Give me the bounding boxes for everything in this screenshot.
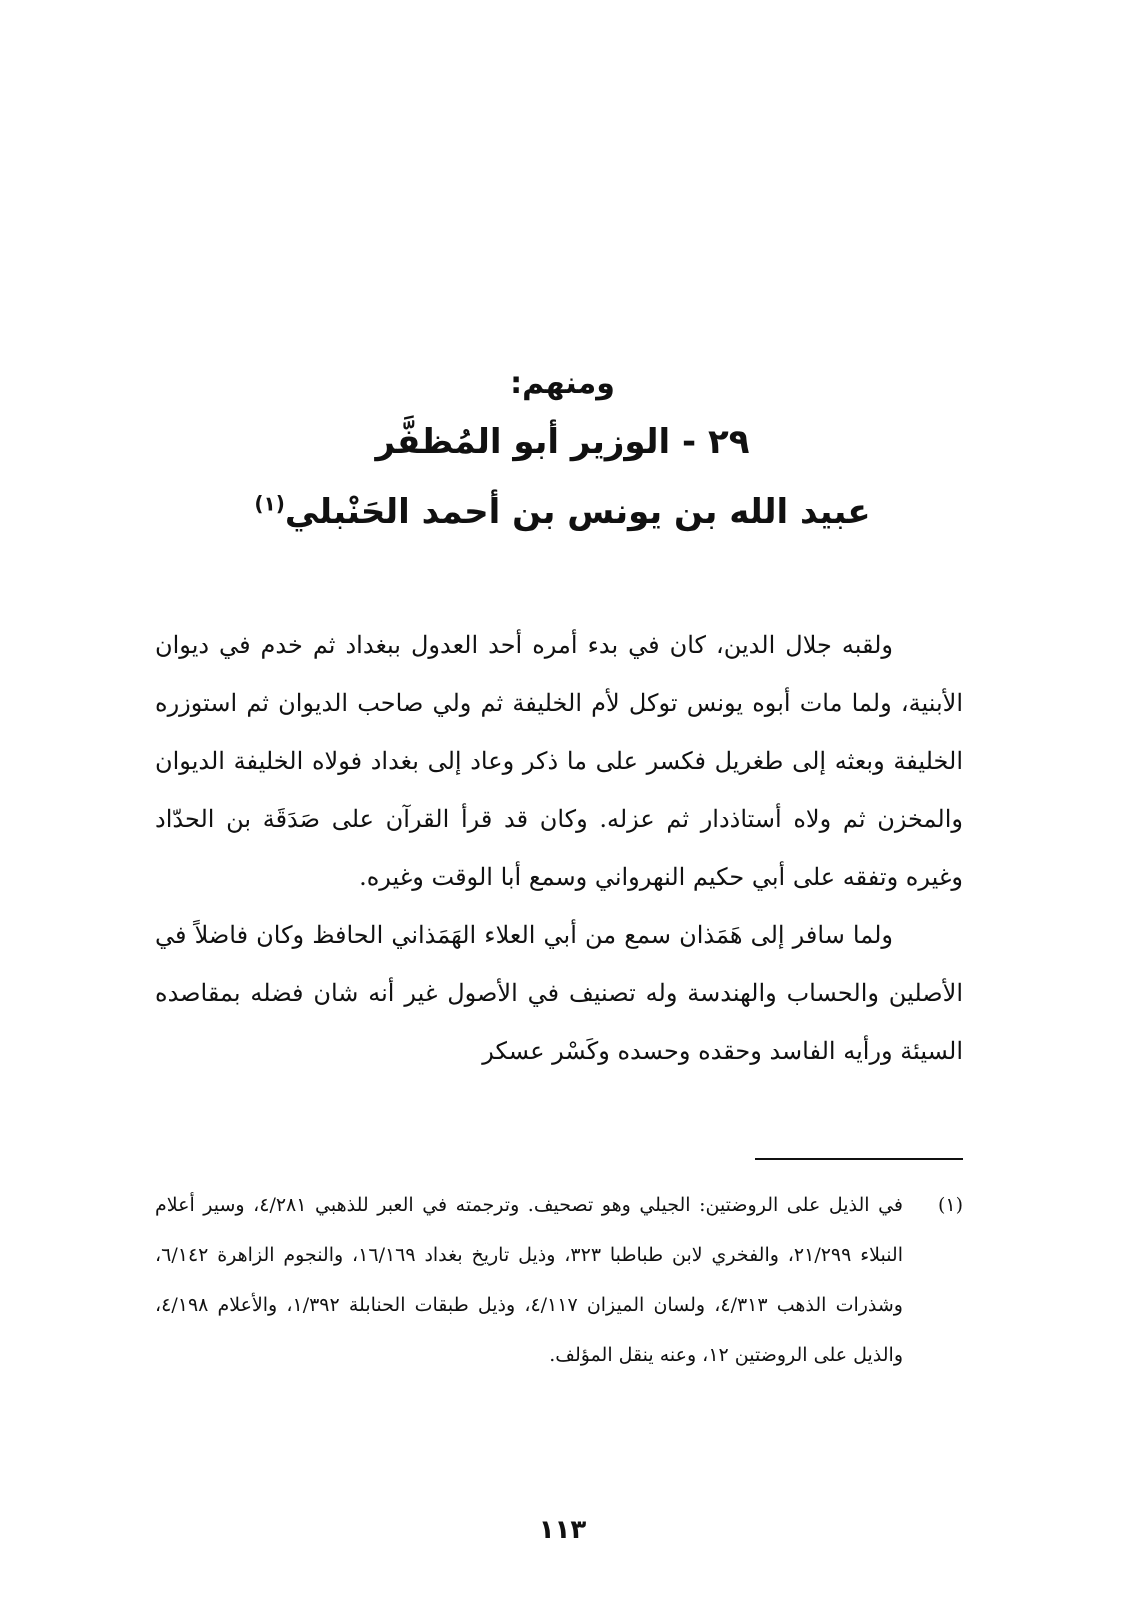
entry-subtitle — [200, 480, 925, 544]
body-text — [155, 616, 963, 1080]
footnote-marker: (١) — [937, 1194, 963, 1216]
page-number: ١١٣ — [538, 1515, 587, 1545]
entry-heading — [200, 358, 925, 544]
footnote-separator — [755, 1158, 963, 1160]
footnote — [155, 1180, 963, 1380]
entry-title: ٢٩ - الوزير أبو المُظفَّر — [375, 422, 750, 462]
heading-intro: ومنهم: — [510, 366, 615, 401]
footnote-text: في الذيل على الروضتين: الجيلي وهو تصحيف. وترجمته في العبر للذهبي ٤/٢٨١، وسير أعلام النبلاء ٢١/٢٩٩، والفخري لابن طباطبا ٣٢٣، وذيل تاريخ بغداد ١٦/١٦٩، والنجوم الزاهرة ٦/١٤٢، وشذرات الذهب ٤/٣١٣، ولسان الميزان ٤/١١٧، وذيل طبقات الحنابلة ١/٣٩٢، والأعلام ٤/١٩٨، والذيل على الروضتين ١٢، وعنه ينقل المؤلف. — [155, 1194, 903, 1366]
body-paragraph-1: ولقبه جلال الدين، كان في بدء أمره أحد العدول ببغداد ثم خدم في ديوان الأبنية، ولما مات أبوه يونس توكل لأم الخليفة ثم ولي صاحب الديوان ثم استوزره الخليفة وبعثه إلى طغريل فكسر على ما ذكر وعاد إلى بغداد فولاه الخليفة الديوان والمخزن ثم ولاه أستاذدار ثم عزله. وكان قد قرأ القرآن على صَدَقَة بن الحدّاد وغيره وتفقه على أبي حكيم النهرواني وسمع أبا الوقت وغيره. — [155, 631, 963, 891]
footnote-reference: (١) — [254, 491, 285, 516]
body-paragraph-2: ولما سافر إلى هَمَذان سمع من أبي العلاء الهَمَذاني الحافظ وكان فاضلاً في الأصلين والحساب والهندسة وله تصنيف في الأصول غير أنه شان فضله بمقاصده السيئة ورأيه الفاسد وحقده وحسده وكَسْر عسكر — [155, 921, 963, 1065]
entry-subtitle-name: عبيد الله بن يونس بن أحمد الحَنْبلي — [284, 492, 871, 532]
